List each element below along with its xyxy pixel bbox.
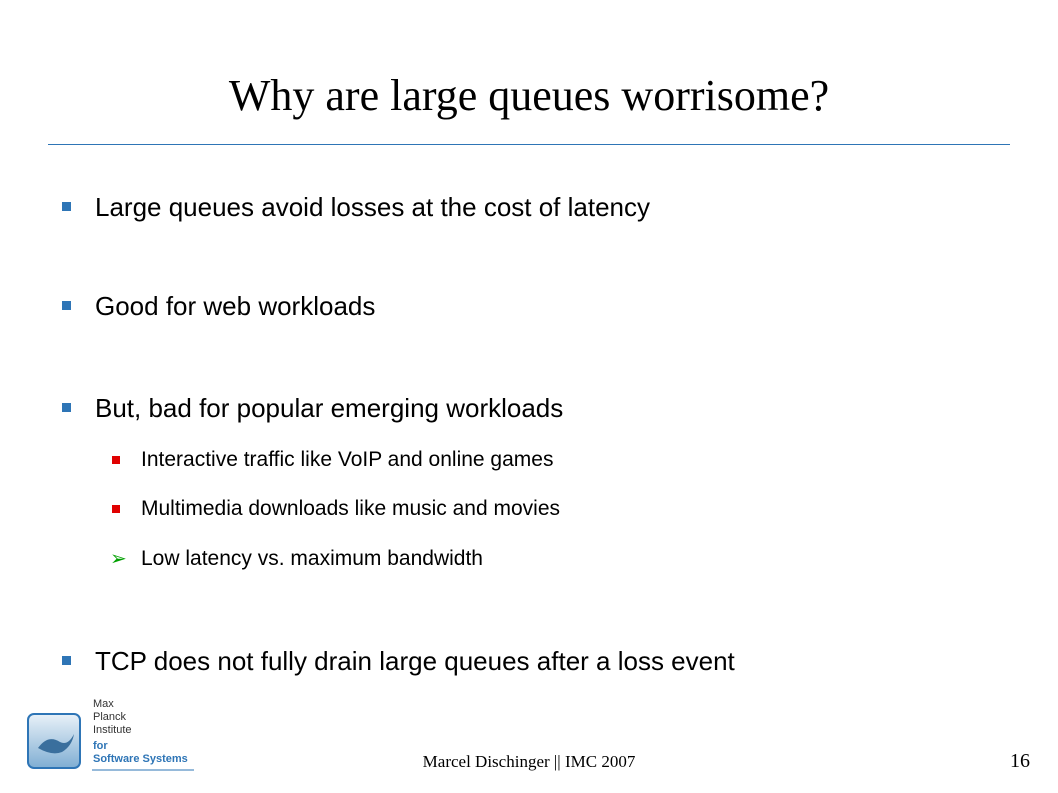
subbullet-text: Multimedia downloads like music and movies	[141, 497, 561, 520]
square-bullet-icon	[62, 301, 71, 310]
logo-line: Institute	[93, 724, 132, 736]
title-divider	[48, 144, 1010, 145]
square-bullet-icon	[62, 403, 71, 412]
square-bullet-icon	[62, 202, 71, 211]
logo-line: Max	[93, 698, 114, 710]
logo-line: Software Systems	[93, 753, 188, 765]
page-number: 16	[1010, 750, 1030, 772]
footer-text: Marcel Dischinger || IMC 2007	[422, 752, 636, 771]
logo-line: Planck	[93, 711, 127, 723]
arrow-bullet-icon: ➢	[110, 548, 127, 570]
bullet-text: But, bad for popular emerging workloads	[95, 393, 564, 423]
logo-line: for	[93, 740, 108, 752]
square-bullet-icon	[112, 456, 120, 464]
square-bullet-icon	[112, 505, 120, 513]
bullet-text: Good for web workloads	[95, 291, 376, 321]
slide-title: Why are large queues worrisome?	[228, 71, 830, 120]
subbullet-text: Low latency vs. maximum bandwidth	[141, 547, 483, 570]
square-bullet-icon	[62, 656, 71, 665]
bullet-text: Large queues avoid losses at the cost of latency	[95, 192, 651, 222]
subbullet-text: Interactive traffic like VoIP and online games	[141, 448, 554, 471]
bullet-text: TCP does not fully drain large queues after a loss event	[95, 646, 735, 676]
